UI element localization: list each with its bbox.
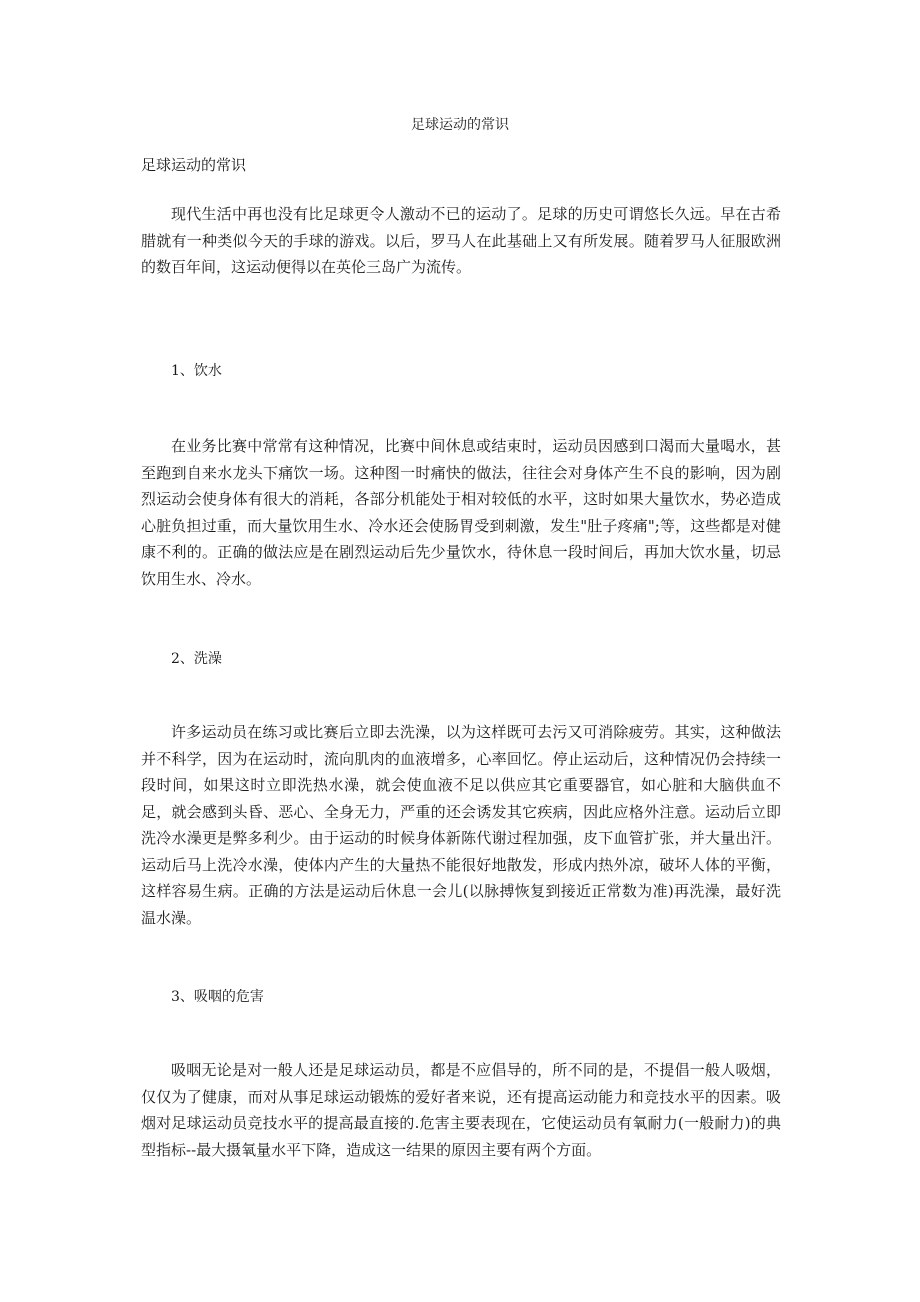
section-heading-drinking-water: 1、饮水 bbox=[171, 363, 222, 379]
section-body-bathing: 许多运动员在练习或比赛后立即去洗澡，以为这样既可去污又可消除疲劳。其实，这种做法并不科学，因为在运动时，流向肌肉的血液增多，心率回忆。停止运动后，这种情况仍会持续一段时间，如果这时立即洗热水澡，就会使血液不足以供应其它重要器官，如心脏和大脑供血不足，就会感到头昏、恶心、全身无力，严重的还会诱发其它疾病，因此应格外注意。运动后立即洗冷水澡更是弊多利少。由于运动的时候身体新陈代谢过程加强，皮下血管扩张，并大量出汗。运动后马上洗冷水澡，使体内产生的大量热不能很好地散发，形成内热外凉，破坏人体的平衡，这样容易生病。正确的方法是运动后休息一会儿(以脉搏恢复到接近正常数为准)再洗澡，最好洗温水澡。 bbox=[141, 723, 781, 927]
document-title: 足球运动的常识 bbox=[411, 117, 509, 133]
section-body-drinking-water: 在业务比赛中常常有这种情况，比赛中间休息或结束时，运动员因感到口渴而大量喝水，甚至跑到自来水龙头下痛饮一场。这种图一时痛快的做法，往往会对身体产生不良的影响，因为剧烈运动会使身体有很大的消耗，各部分机能处于相对较低的水平，这时如果大量饮水，势必造成心脏负担过重，而大量饮用生水、冷水还会使肠胃受到刺激，发生"肚子疼痛";等，这些都是对健康不利的。正确的做法应是在剧烈运动后先少量饮水，待休息一段时间后，再加大饮水量，切忌饮用生水、冷水。 bbox=[141, 437, 781, 588]
section-heading-smoking: 3、吸咽的危害 bbox=[171, 989, 264, 1005]
intro-paragraph: 现代生活中再也没有比足球更令人激动不已的运动了。足球的历史可谓悠长久远。早在古希腊就有一种类似今天的手球的游戏。以后，罗马人在此基础上又有所发展。随着罗马人征服欧洲的数百年间，这运动便得以在英伦三岛广为流传。 bbox=[141, 205, 781, 276]
section-body-smoking: 吸咽无论是对一般人还是足球运动员，都是不应倡导的，所不同的是，不提倡一般人吸烟，仅仅为了健康，而对从事足球运动锻炼的爱好者来说，还有提高运动能力和竞技水平的因素。吸烟对足球运动员竞技水平的提高最直接的.危害主要表现在，它使运动员有氧耐力(一般耐力)的典型指标--最大摄氧量水平下降，造成这一结果的原因主要有两个方面。 bbox=[141, 1061, 781, 1159]
document-subtitle: 足球运动的常识 bbox=[141, 156, 247, 174]
section-heading-bathing: 2、洗澡 bbox=[171, 651, 222, 667]
